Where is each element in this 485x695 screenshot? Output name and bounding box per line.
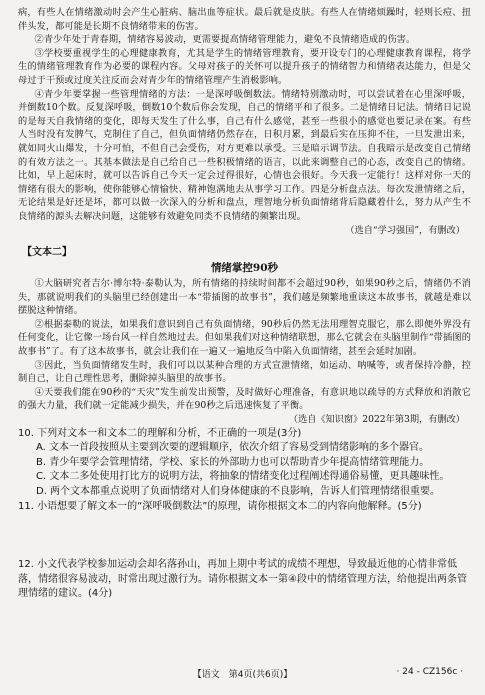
text2-paragraph-3: ③因此，当负面情绪发生时，我们可以以某种合理的方式宣泄情绪，如运动、呐喊等，或者保持冷静，控制自己，让自己理性思考，删除掉头脑里的故事书。 [18,359,471,385]
text1-source: （选自“学习强国”，有删改） [345,224,465,236]
question-10-option-a: A. 文本一首段按照从主要到次要的逻辑顺序，依次介绍了容易受到情绪影响的多个器官。 [36,442,430,454]
question-10-option-c: C. 文本二多处使用打比方的说明方法，将抽象的情绪变化过程阐述得通俗易懂，更具趣味性。 [36,471,450,483]
question-10-option-d: D. 两个文本都重点说明了负面情绪对人们身体健康的不良影响，告诉人们管理情绪很重要。 [36,486,441,497]
page-footer [0,667,485,681]
text1-paragraph-4: ④青少年要掌握一些管理情绪的方法：一是深呼吸倒数法。情绪特别激动时，可以尝试着在心里深呼吸，并倒数10个数。反复深呼吸，倒数10个数后你会发现，自己的情绪平和了很多。二是情绪日记法。情绪日记说的是每天自我情绪的变化，即每天发生了什么事，自己有什么感觉，甚至一些很小的感觉也要记录在案。有些人当时没有发脾气，克制住了自己，但负面情绪仍然存在，日积月累，到最后实在压抑不住，一旦发泄出来，就如同火山爆发，十分可怕，不但自己会受伤，对方更难以承受。三是暗示调节法。自我暗示是改变自己情绪的有效方法之一。其基本做法是自己给自己一些积极情绪的语言，以此来调整自己的心态，改变自己的情绪。比如，早上起床时，就可以告诉自己今天一定会过得很好，心情也会很好。今天我一定能行！这样对你一天的情绪有很大的影响，使你能够心情愉快、精神饱满地去从事学习工作。四是分析盘点法。每次发泄情绪之后，无论结果是好还是坏，都可以做一次深入的分析和盘点，理智地分析负面情绪背后隐藏着什么，努力从产生不良情绪的源头去解决问题，这能够有效避免同类不良情绪的频繁出现。 [18,88,471,222]
exam-code: · 24 - CZ156c · [396,667,463,677]
text1-paragraph-2: ②青少年处于青春期，情绪容易波动，更需要提高情绪管理能力，避免不良情绪造成的伤害。 [34,34,416,46]
text2-source: （选自《知识窗》2022年第3期，有删改） [288,414,465,426]
text1-paragraph-1: 病，有些人在情绪激动时会产生心脏病、脑出血等症状。最后就是皮肤。有些人在情绪烦躁时，轻则长痘、扭伴头发，都可能是长期不良情绪带来的伤害。 [18,7,471,32]
text2-paragraph-2: ②根据泰勒的说法，如果我们意识到自己有负面情绪，90秒后仍然无法用理智克服它，那么即便外界没有任何变化，让它像一场台风一样自然地过去。但如果我们对这种情绪联想，那么它就会在头脑里制作“带插图的故事书”了。有了这本故事书，就会让我们在一遍又一遍地反刍中陷入负面情绪，甚至会延时加剧。 [18,318,471,358]
question-10-option-b: B. 青少年要学会管理情绪，学校、家长的外部助力也可以帮助青少年提高情绪管理能力。 [36,456,430,468]
text1-paragraph-3: ③学校要重视学生的心理健康教育，尤其是学生的情绪管理教育，要开设专门的心理健康教育课程，将学生的情绪管理教育作为必要的课程内容。父母对孩子的关怀可以提升孩子的情绪智力和情绪表达能力，但是父母过于干预或过度关注反而会对青少年的情绪管理产生消极影响。 [18,47,471,86]
question-10: 10. 下列对文本一和文本二的理解和分析，不正确的一项是(3分) [18,427,302,439]
question-11: 11. 小语想要了解文本一的“深呼吸倒数法”的原理，请你根据文本二的内容向他解释。(5分) [18,500,422,512]
page-number-label: 【语文 第4页(共6页)】 [192,670,293,680]
text2-paragraph-1: ①大脑研究者吉尔·博尔特·泰勒认为，所有情绪的持续时间都不会超过90秒，如果90秒之后，情绪仍不消失，那就说明我们的头脑里已经创建出一本“带插图的故事书”，我们越是频繁地重读这本故事书，就越是难以摆脱这种情绪。 [18,278,471,317]
text2-label: 【文本二】 [22,247,72,259]
question-12: 12. 小文代表学校参加运动会却名落孙山，再加上期中考试的成绩不理想，导致最近他的心情非常低落，情绪很容易波动，时常出现过激行为。请你根据文本一第④段中的情绪管理方法，给他提出两条管理情绪的建议。(4分) [18,559,467,600]
text2-paragraph-4: ④天要我们能在90秒的“天灾”发生前发出预警，及时做好心理准备，有意识地以疏导的方式释放和消散它的强大力量，我们就一定能减少损失，并在90秒之后迅速恢复了平衡。 [18,386,471,412]
answer-space-11 [18,514,471,558]
text2-title: 情绪掌控90秒 [210,262,279,275]
